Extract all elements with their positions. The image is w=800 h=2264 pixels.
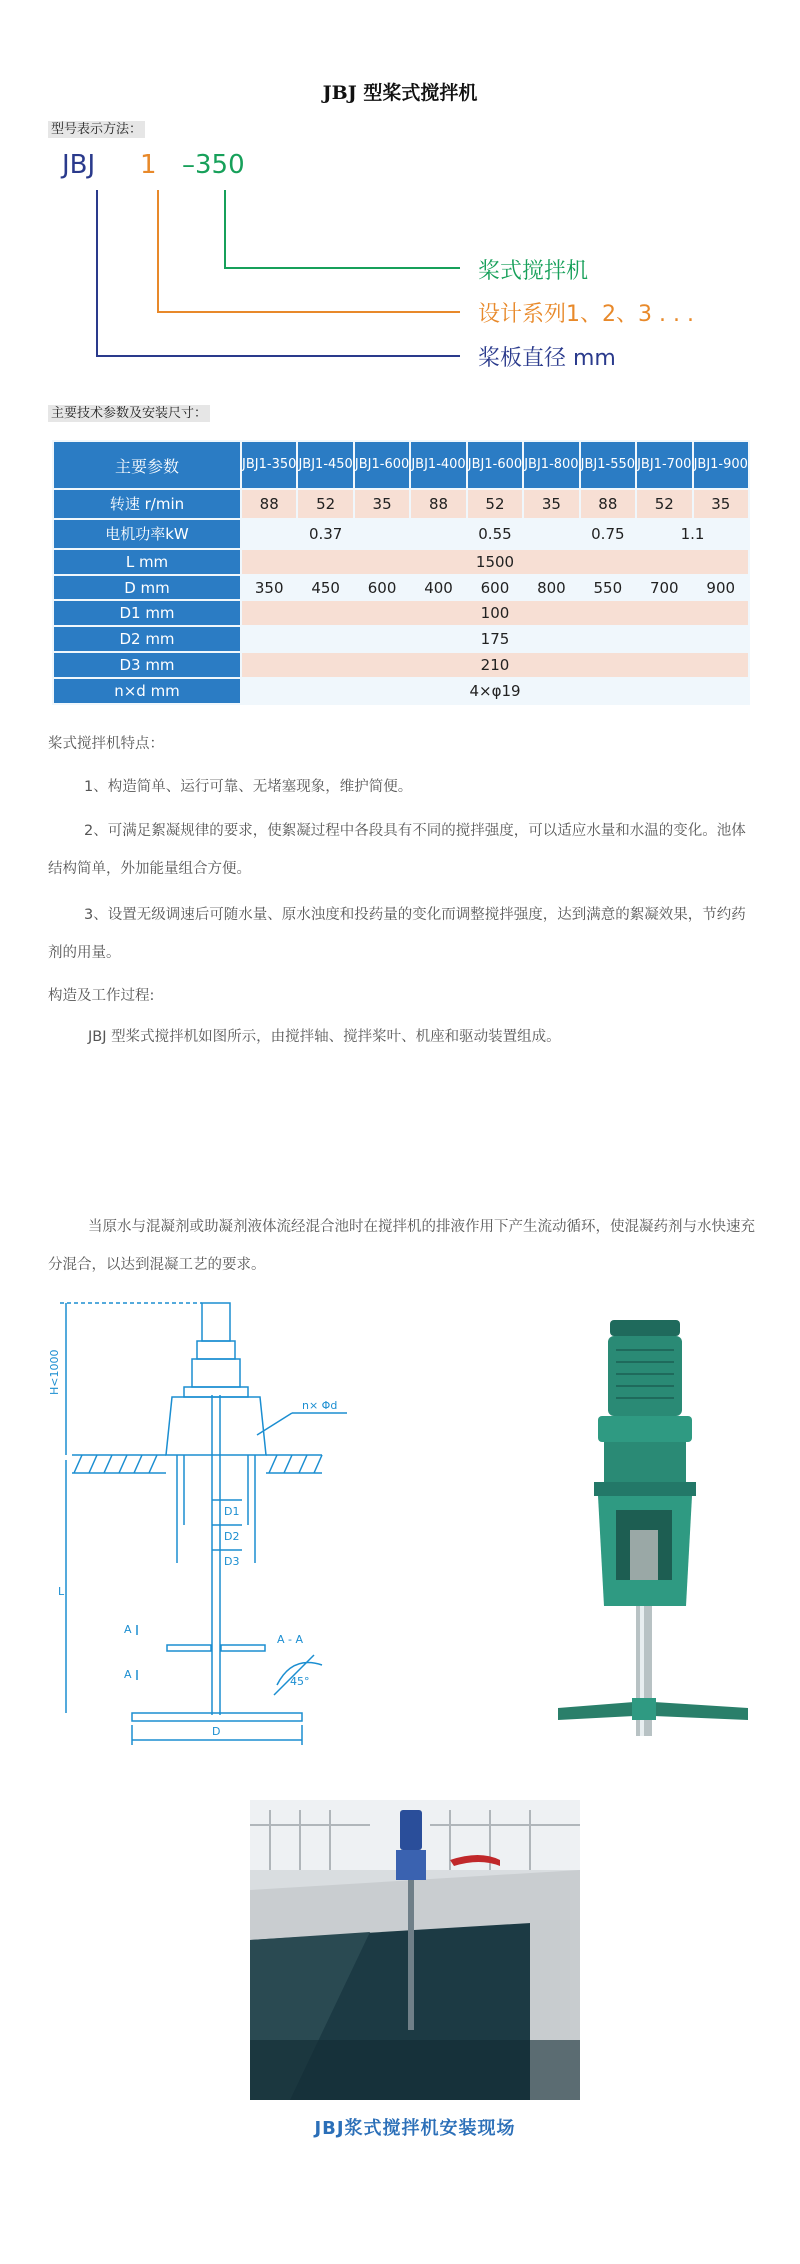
cell: 350 (242, 576, 296, 600)
legend-paddle-diameter: 桨板直径 mm (478, 346, 616, 371)
mixer-drawing (48, 1295, 412, 1765)
header-model: JBJ1-600 (355, 442, 409, 488)
cell: 450 (298, 576, 352, 600)
installation-site-photo (250, 1800, 580, 2100)
line-paddle-mixer (225, 190, 460, 268)
label-d3: D3 (224, 1555, 240, 1568)
row-label: D1 mm (54, 601, 240, 625)
cell: 800 (524, 576, 578, 600)
table-row (54, 576, 748, 600)
row-label: D3 mm (54, 653, 240, 677)
table-row (54, 550, 748, 574)
header-model: JBJ1-400 (411, 442, 465, 488)
cell: 88 (242, 490, 296, 518)
params-table (52, 440, 750, 705)
label-h: H<1000 (48, 1349, 61, 1395)
label-aa: A - A (277, 1633, 304, 1646)
table-row (54, 490, 748, 518)
label-d2: D2 (224, 1530, 240, 1543)
label-angle: 45° (290, 1675, 310, 1688)
table-row (54, 601, 748, 625)
cell: 0.37 (242, 520, 409, 548)
legend-paddle-mixer: 桨式搅拌机 (478, 259, 589, 284)
features-title: 桨式搅拌机特点： (48, 736, 164, 752)
cell: 88 (581, 490, 635, 518)
line-design-series (158, 190, 460, 312)
label-a1: A (124, 1623, 132, 1636)
row-label: 转速 r/min (54, 490, 240, 518)
cell: 0.55 (411, 520, 578, 548)
model-code-diameter: –350 (182, 150, 245, 180)
table-header-row (54, 442, 748, 488)
model-section-label: 型号表示方法： (48, 118, 145, 137)
cell: 400 (411, 576, 465, 600)
header-model: JBJ1-700 (637, 442, 691, 488)
row-label: D mm (54, 576, 240, 600)
cell: 52 (637, 490, 691, 518)
cell: 1.1 (637, 520, 748, 548)
cell: 175 (242, 627, 748, 651)
header-model: JBJ1-450 (298, 442, 352, 488)
cell: 210 (242, 653, 748, 677)
process-text: 当原水与混凝剂或助凝剂液体流经混合池时在搅拌机的排液作用下产生流动循环，使混凝药剂与水快速充分混合，以达到混凝工艺的要求。 (48, 1219, 755, 1273)
cell: 700 (637, 576, 691, 600)
cell: 100 (242, 601, 748, 625)
cell: 550 (581, 576, 635, 600)
row-label: D2 mm (54, 627, 240, 651)
cell: 35 (524, 490, 578, 518)
label-a2: A (124, 1668, 132, 1681)
header-model: JBJ1-350 (242, 442, 296, 488)
row-label: n×d mm (54, 679, 240, 703)
label-nd: n× Φd (302, 1399, 338, 1412)
feature-item: 2、可满足絮凝规律的要求，使絮凝过程中各段具有不同的搅拌强度，可以适应水量和水温的变化。池体结构简单，外加能量组合方便。 (48, 823, 746, 877)
cell: 600 (355, 576, 409, 600)
label-l: L (58, 1585, 65, 1598)
header-model: JBJ1-550 (581, 442, 635, 488)
header-main: 主要参数 (54, 442, 240, 488)
mixer-product-photo (548, 1310, 758, 1760)
cell: 35 (355, 490, 409, 518)
installation-caption: JBJ浆式搅拌机安装现场 (314, 2118, 516, 2139)
cell: 1500 (242, 550, 748, 574)
cell: 52 (298, 490, 352, 518)
cell: 4×φ19 (242, 679, 748, 703)
cell: 35 (694, 490, 749, 518)
line-paddle-diameter (97, 190, 460, 356)
structure-title: 构造及工作过程: (48, 988, 155, 1004)
feature-item: 1、构造简单、运行可靠、无堵塞现象，维护简便。 (84, 779, 413, 795)
cell: 88 (411, 490, 465, 518)
row-label: L mm (54, 550, 240, 574)
legend-design-series: 设计系列1、2、3 . . . (478, 302, 694, 327)
params-section-label: 主要技术参数及安装尺寸： (48, 402, 210, 421)
header-model: JBJ1-800 (524, 442, 578, 488)
cell: 52 (468, 490, 522, 518)
label-d1: D1 (224, 1505, 240, 1518)
table-row (54, 627, 748, 651)
cell: 0.75 (581, 520, 635, 548)
feature-item: 3、设置无级调速后可随水量、原水浊度和投药量的变化而调整搅拌强度，达到满意的絮凝效果，节约药剂的用量。 (48, 907, 746, 961)
model-code-series: JBJ (62, 150, 96, 180)
table-row (54, 653, 748, 677)
structure-text: JBJ 型桨式搅拌机如图所示，由搅拌轴、搅拌桨叶、机座和驱动装置组成。 (88, 1029, 561, 1045)
header-model: JBJ1-600 (468, 442, 522, 488)
cell: 900 (694, 576, 749, 600)
table-row (54, 679, 748, 703)
label-d: D (212, 1725, 221, 1738)
row-label: 电机功率kW (54, 520, 240, 548)
header-model: JBJ1-900 (694, 442, 749, 488)
page-title: JBJ 型桨式搅拌机 (322, 82, 478, 104)
table-row (54, 520, 748, 548)
model-code-design: 1 (140, 150, 157, 180)
cell: 600 (468, 576, 522, 600)
